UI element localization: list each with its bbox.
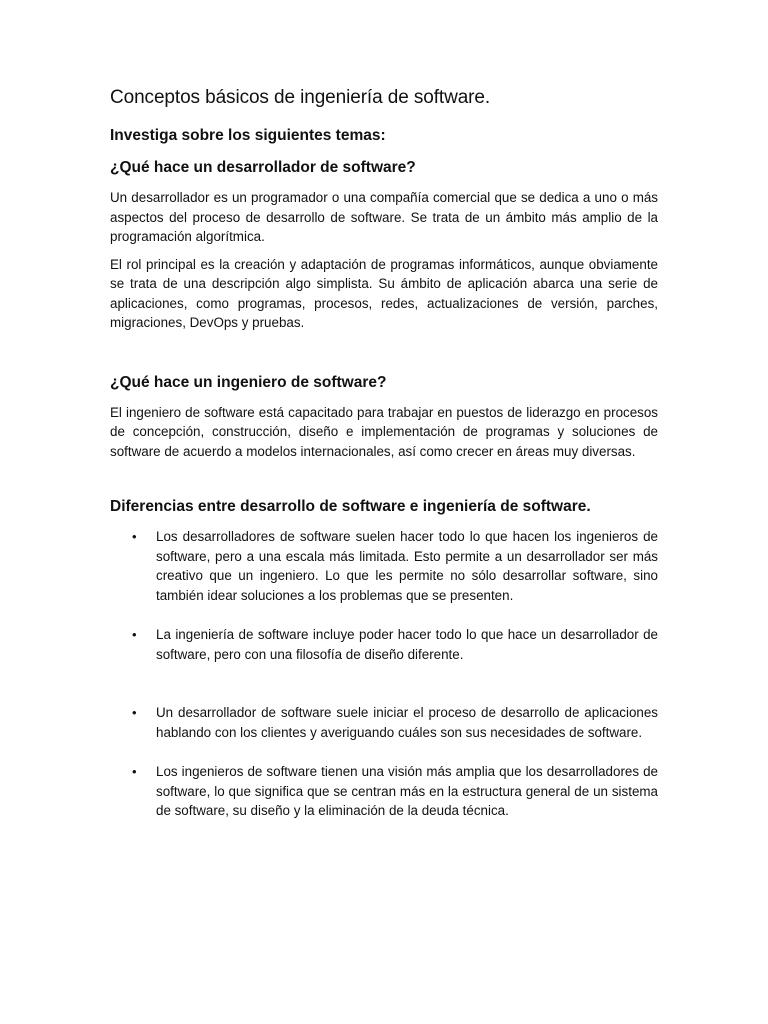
spacer [110,664,658,703]
bullet-icon: • [132,705,137,720]
bullet-icon: • [132,764,137,779]
list-item-text: Los desarrolladores de software suelen hacer todo lo que hacen los ingenieros de software, pero a una escala más limitada. Esto permite a un desarrollador ser más creativo que un ingeniero. Lo que les permite no sólo desarrollar software, sino también idear soluciones a los problemas que se presenten. [156,529,658,603]
spacer [110,605,658,625]
document-title: Conceptos básicos de ingeniería de software. [110,87,491,108]
section-heading-desarrollador: ¿Qué hace un desarrollador de software? [110,159,416,176]
bullet-icon: • [132,627,137,642]
paragraph: El rol principal es la creación y adaptación de programas informáticos, aunque obviamente se trata de una descripción algo simplista. Su ámbito de aplicación abarca una serie de aplicaciones, como programas, procesos, redes, actualizaciones de versión, parches, migraciones, DevOps y pruebas. [110,256,658,330]
spacer [110,742,658,762]
spacer [110,469,658,495]
list-item-text: Los ingenieros de software tienen una visión más amplia que los desarrolladores de software, lo que significa que se centran más en la estructura general de un sistema de software, su diseño y la eliminación de la deuda técnica. [156,764,658,818]
section-heading-diferencias: Diferencias entre desarrollo de software e ingeniería de software. [110,498,591,515]
list-item [110,527,658,605]
list-item-text: La ingeniería de software incluye poder hacer todo lo que hace un desarrollador de software, pero con una filosofía de diseño diferente. [156,627,658,662]
document-subtitle: Investiga sobre los siguientes temas: [110,127,386,144]
paragraph: El ingeniero de software está capacitado para trabajar en puestos de liderazgo en procesos de concepción, construcción, diseño e implementación de programas y soluciones de software de acuerdo a modelos internacionales, así como crecer en áreas muy diversas. [110,404,658,459]
list-item [110,625,658,664]
list-item-text: Un desarrollador de software suele iniciar el proceso de desarrollo de aplicaciones hablando con los clientes y averiguando cuáles son sus necesidades de software. [156,705,658,740]
spacer [110,341,658,371]
paragraph: Un desarrollador es un programador o una compañía comercial que se dedica a uno o más aspectos del proceso de desarrollo de software. Se trata de un ámbito más amplio de la programación algorítmica. [110,190,658,244]
bullet-icon: • [132,529,137,544]
section-heading-ingeniero: ¿Qué hace un ingeniero de software? [110,373,387,391]
list-item [110,762,658,821]
differences-list [110,527,658,821]
document-body [110,84,658,821]
list-item [110,703,658,742]
